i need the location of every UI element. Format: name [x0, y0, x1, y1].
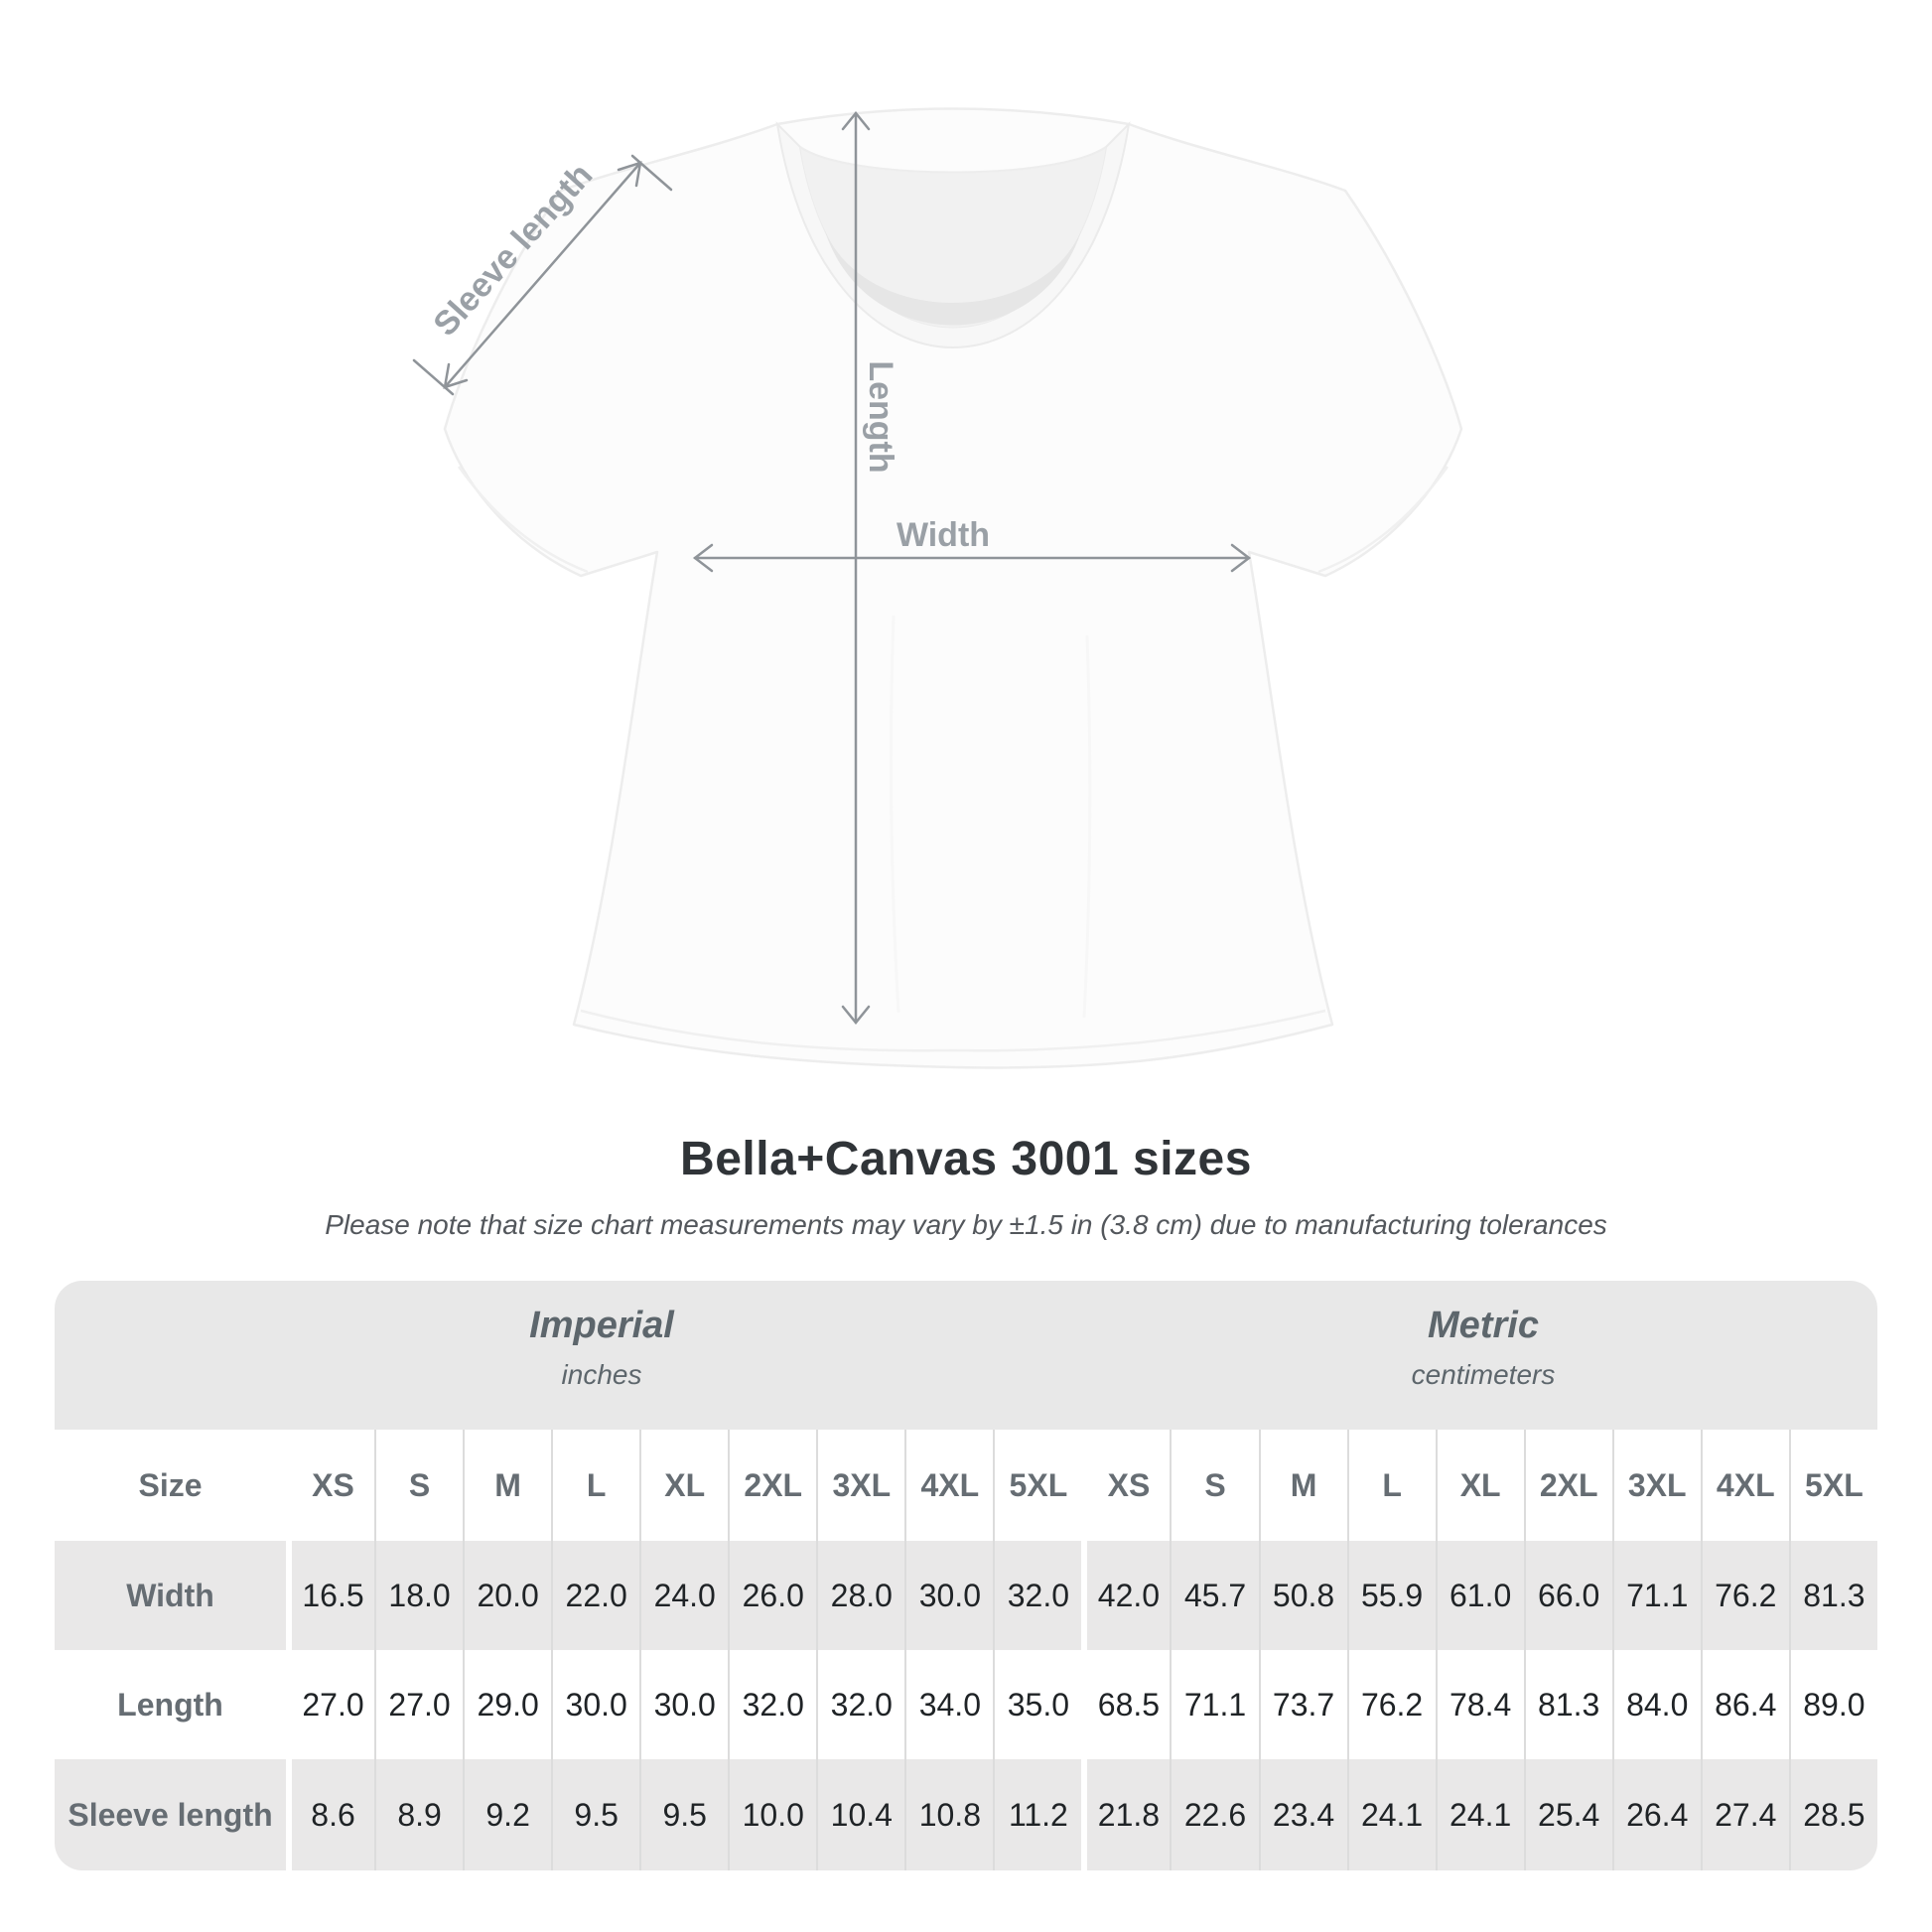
measurement-value-cell: 27.0 — [286, 1650, 374, 1759]
measurement-value-cell: 22.0 — [551, 1541, 639, 1650]
measurement-value-cell: 25.4 — [1524, 1759, 1612, 1870]
measurement-value-cell: 32.0 — [728, 1650, 816, 1759]
measurement-value-cell: 71.1 — [1170, 1650, 1258, 1759]
measurement-value-cell: 20.0 — [463, 1541, 551, 1650]
measurement-value-cell: 45.7 — [1170, 1541, 1258, 1650]
measurement-value-cell: 78.4 — [1436, 1650, 1524, 1759]
measurement-value-cell: 76.2 — [1347, 1650, 1436, 1759]
measurement-value-cell: 16.5 — [286, 1541, 374, 1650]
units-band — [55, 1281, 1877, 1430]
size-table — [55, 1430, 1877, 1870]
measurement-value-cell: 81.3 — [1789, 1541, 1877, 1650]
measurement-value-cell: 27.4 — [1701, 1759, 1789, 1870]
size-column-header: M — [1259, 1430, 1347, 1541]
measurement-value-cell: 23.4 — [1259, 1759, 1347, 1870]
measurement-value-cell: 29.0 — [463, 1650, 551, 1759]
measurement-value-cell: 26.0 — [728, 1541, 816, 1650]
sleeve-length-label: Sleeve length — [426, 156, 601, 344]
measurement-value-cell: 30.0 — [551, 1650, 639, 1759]
measurement-value-cell: 34.0 — [904, 1650, 993, 1759]
size-corner-header: Size — [138, 1466, 203, 1503]
measurement-value-cell: 42.0 — [1081, 1541, 1170, 1650]
measurement-value-cell: 10.8 — [904, 1759, 993, 1870]
imperial-section-header — [529, 1305, 674, 1391]
measurement-value-cell: 71.1 — [1612, 1541, 1701, 1650]
measurement-value-cell: 35.0 — [993, 1650, 1081, 1759]
size-column-header: 5XL — [1789, 1430, 1877, 1541]
metric-section-header — [1412, 1305, 1556, 1391]
length-label: Length — [862, 360, 899, 474]
measurement-value-cell: 21.8 — [1081, 1759, 1170, 1870]
measurement-row — [55, 1541, 1877, 1650]
size-column-header: 4XL — [1701, 1430, 1789, 1541]
size-table-card — [55, 1281, 1877, 1870]
measurement-value-cell: 22.6 — [1170, 1759, 1258, 1870]
size-column-header: M — [463, 1430, 551, 1541]
measurement-value-cell: 8.9 — [374, 1759, 463, 1870]
measurement-value-cell: 28.0 — [816, 1541, 904, 1650]
measurement-value-cell: 11.2 — [993, 1759, 1081, 1870]
row-label-cell: Length — [117, 1686, 223, 1723]
measurement-value-cell: 68.5 — [1081, 1650, 1170, 1759]
size-header-row — [55, 1430, 1877, 1541]
size-column-header: XL — [1436, 1430, 1524, 1541]
size-column-header: 5XL — [993, 1430, 1081, 1541]
measurement-row — [55, 1759, 1877, 1870]
measurement-value-cell: 18.0 — [374, 1541, 463, 1650]
size-column-header: S — [1170, 1430, 1258, 1541]
row-label-cell: Sleeve length — [68, 1796, 273, 1833]
size-column-header: S — [374, 1430, 463, 1541]
page-subtitle: Please note that size chart measurements may vary by ±1.5 in (3.8 cm) due to manufacturing tolerances — [325, 1209, 1607, 1240]
measurement-value-cell: 66.0 — [1524, 1541, 1612, 1650]
measurement-value-cell: 55.9 — [1347, 1541, 1436, 1650]
measurement-value-cell: 24.1 — [1436, 1759, 1524, 1870]
size-column-header: 3XL — [816, 1430, 904, 1541]
measurement-value-cell: 61.0 — [1436, 1541, 1524, 1650]
measurement-value-cell: 89.0 — [1789, 1650, 1877, 1759]
size-column-header: XL — [639, 1430, 728, 1541]
metric-label: Metric — [1428, 1305, 1539, 1346]
size-column-header: XS — [286, 1430, 374, 1541]
measurement-value-cell: 30.0 — [904, 1541, 993, 1650]
measurement-value-cell: 32.0 — [993, 1541, 1081, 1650]
measurement-value-cell: 24.1 — [1347, 1759, 1436, 1870]
size-column-header: XS — [1081, 1430, 1170, 1541]
imperial-label: Imperial — [529, 1305, 674, 1346]
measurement-value-cell: 24.0 — [639, 1541, 728, 1650]
size-column-header: L — [551, 1430, 639, 1541]
measurement-value-cell: 27.0 — [374, 1650, 463, 1759]
measurement-value-cell: 10.0 — [728, 1759, 816, 1870]
size-column-header: 2XL — [728, 1430, 816, 1541]
measurement-row — [55, 1650, 1877, 1759]
measurement-value-cell: 10.4 — [816, 1759, 904, 1870]
imperial-unit-label: inches — [561, 1359, 642, 1390]
measurement-value-cell: 9.5 — [639, 1759, 728, 1870]
measurement-value-cell: 8.6 — [286, 1759, 374, 1870]
measurement-value-cell: 9.5 — [551, 1759, 639, 1870]
tshirt-graphic — [445, 109, 1461, 1068]
measurement-value-cell: 50.8 — [1259, 1541, 1347, 1650]
measurement-value-cell: 73.7 — [1259, 1650, 1347, 1759]
size-column-header: 4XL — [904, 1430, 993, 1541]
measurement-value-cell: 86.4 — [1701, 1650, 1789, 1759]
size-column-header: 2XL — [1524, 1430, 1612, 1541]
measurement-value-cell: 76.2 — [1701, 1541, 1789, 1650]
measurement-value-cell: 9.2 — [463, 1759, 551, 1870]
size-column-header: 3XL — [1612, 1430, 1701, 1541]
metric-unit-label: centimeters — [1411, 1359, 1556, 1390]
row-label-cell: Width — [126, 1577, 214, 1613]
size-column-header: L — [1347, 1430, 1436, 1541]
measurement-value-cell: 28.5 — [1789, 1759, 1877, 1870]
measurement-value-cell: 32.0 — [816, 1650, 904, 1759]
width-label: Width — [896, 516, 991, 554]
measurement-value-cell: 81.3 — [1524, 1650, 1612, 1759]
measurement-value-cell: 30.0 — [639, 1650, 728, 1759]
measurement-value-cell: 84.0 — [1612, 1650, 1701, 1759]
page-title: Bella+Canvas 3001 sizes — [680, 1133, 1252, 1185]
measurement-value-cell: 26.4 — [1612, 1759, 1701, 1870]
